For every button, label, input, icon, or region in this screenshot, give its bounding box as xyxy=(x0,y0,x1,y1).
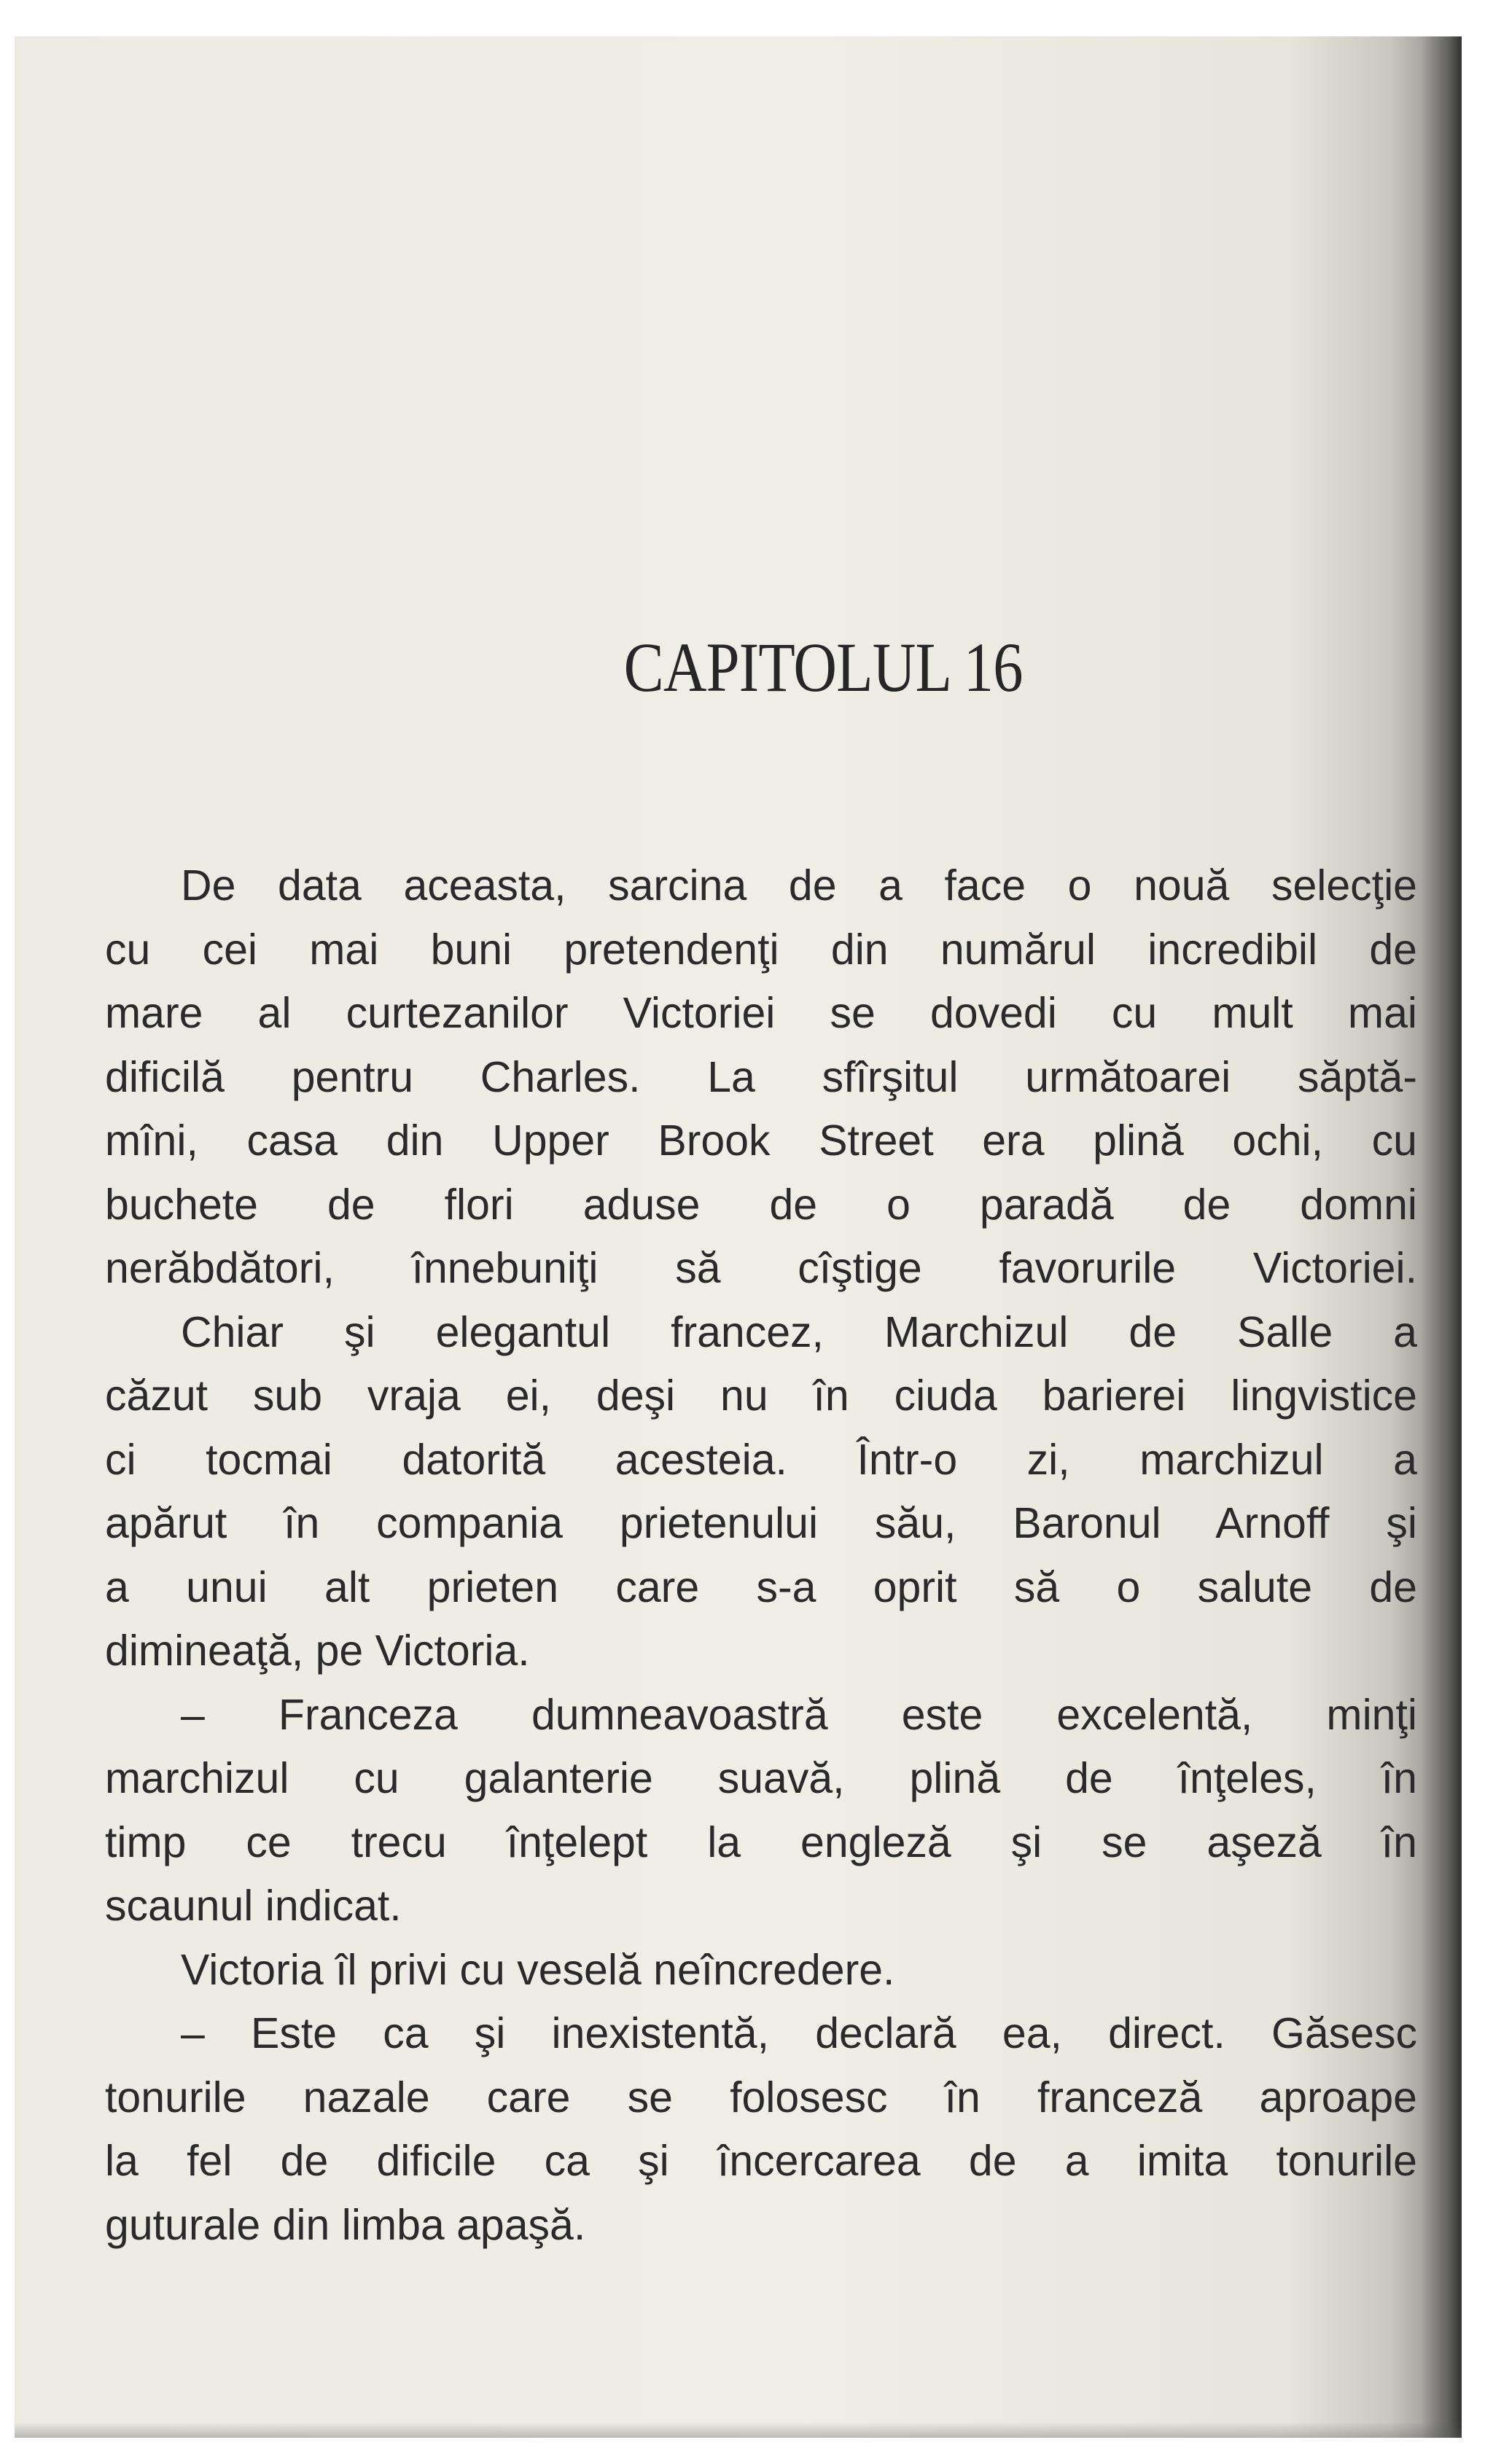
text-line: De data aceasta, sarcina de a face o nouă selecţie xyxy=(181,861,1417,910)
text-line: buchete de flori aduse de o paradă de domni xyxy=(105,1180,1417,1229)
text-line: apărut în compania prietenului său, Baronul Arnoff şi xyxy=(105,1499,1417,1547)
text-line: timp ce trecu înţelept la engleză şi se aşeză în xyxy=(105,1818,1417,1866)
text-line: Victoria îl privi cu veselă neîncredere. xyxy=(181,1945,895,1994)
text-line: tonurile nazale care se folosesc în franceză aproape xyxy=(105,2073,1417,2121)
text-line: Chiar şi elegantul francez, Marchizul de Salle a xyxy=(181,1307,1417,1356)
text-line: guturale din limba apaşă. xyxy=(105,2200,586,2249)
text-line: mîni, casa din Upper Brook Street era plină ochi, cu xyxy=(105,1116,1417,1165)
text-line: ci tocmai datorită acesteia. Într-o zi, marchizul a xyxy=(105,1435,1417,1484)
text-line: dificilă pentru Charles. La sfîrşitul următoarei săptă- xyxy=(105,1052,1417,1101)
text-line: căzut sub vraja ei, deşi nu în ciuda barierei lingvistice xyxy=(105,1372,1417,1420)
text-line: cu cei mai buni pretendenţi din numărul incredibil de xyxy=(105,925,1417,974)
text-line: – Este ca şi inexistentă, declară ea, direct. Găsesc xyxy=(181,2009,1417,2057)
text-line: a unui alt prieten care s-a oprit să o salute de xyxy=(105,1563,1417,1611)
text-line: – Franceza dumneavoastră este excelentă, minţi xyxy=(181,1690,1417,1739)
text-line: scaunul indicat. xyxy=(105,1882,402,1930)
text-line: nerăbdători, înnebuniţi să cîştige favorurile Victoriei. xyxy=(105,1244,1417,1292)
text-line: mare al curtezanilor Victoriei se dovedi cu mult mai xyxy=(105,989,1417,1037)
chapter-title: CAPITOLUL 16 xyxy=(623,628,1023,706)
text-line: dimineaţă, pe Victoria. xyxy=(105,1627,530,1675)
page-gutter-shadow xyxy=(1422,36,1462,2438)
text-line: marchizul cu galanterie suavă, plină de înţeles, în xyxy=(105,1754,1417,1802)
text-line: la fel de dificile ca şi încercarea de a imita tonurile xyxy=(105,2137,1417,2185)
page-bottom-shadow xyxy=(15,2422,1462,2438)
chapter-body xyxy=(105,854,1417,2257)
